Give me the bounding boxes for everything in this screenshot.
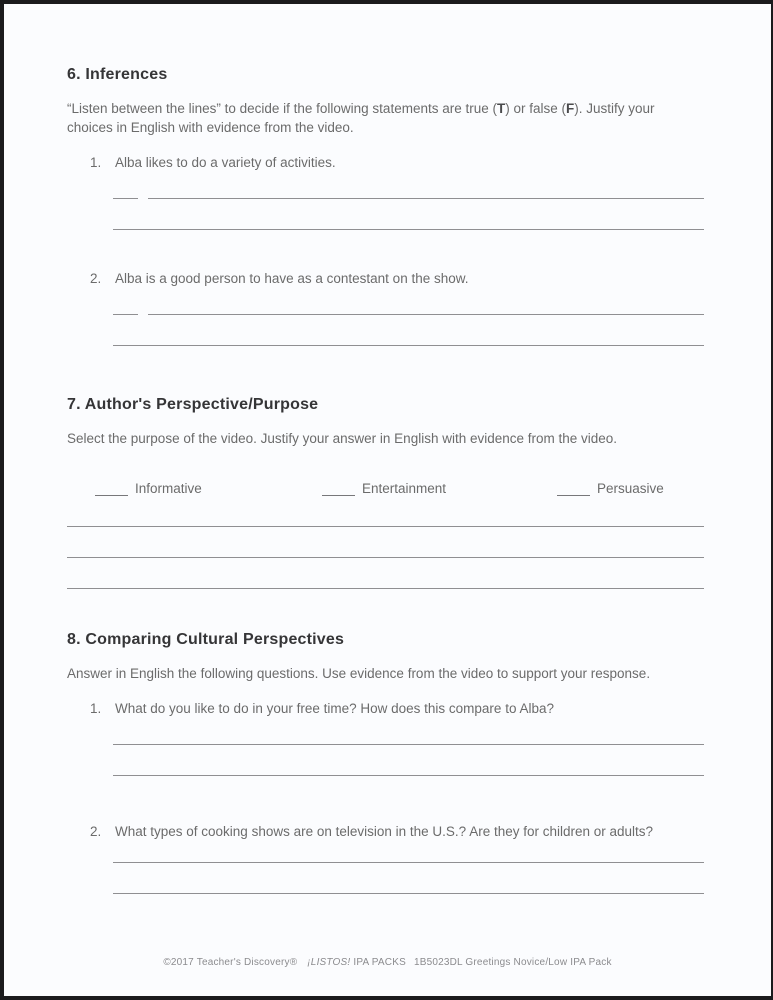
writing-line [113,229,704,230]
writing-line [67,557,704,558]
option-persuasive [557,481,664,496]
section-7-instructions: Select the purpose of the video. Justify your answer in English with evidence from the video. [67,431,618,446]
question-number: 2. [90,824,102,839]
culture-answer-block-1 [113,744,704,776]
section-7-heading: 7. Author's Perspective/Purpose [67,396,319,413]
question-text: What do you like to do in your free time? How does this compare to Alba? [115,701,554,716]
question-number: 1. [90,701,102,716]
writing-line [113,775,704,776]
tf-question-2 [67,270,704,287]
section-6-heading: 6. Inferences [67,66,168,83]
question-number: 1. [90,155,102,170]
true-abbrev: T [496,101,506,116]
brand-name: ¡LISTOS! [307,957,351,968]
false-abbrev: F [566,101,575,116]
question-number: 2. [90,271,102,286]
tf-question-1 [67,154,704,171]
culture-question-1 [67,700,704,717]
question-text: Alba likes to do a variety of activities. [115,155,336,170]
option-label: Persuasive [597,481,664,496]
answer-line-row [113,314,704,315]
tf-answer-block-2 [113,314,704,346]
writing-line [67,526,704,527]
writing-line [113,744,704,745]
page-content [4,66,771,894]
writing-line [148,314,704,315]
copyright-text: ©2017 Teacher's Discovery® [163,957,298,968]
checkbox-blank [557,482,590,496]
purpose-options-row [67,481,704,496]
writing-line [113,345,704,346]
option-label: Informative [135,481,202,496]
instruction-text: ) or false ( [505,101,566,116]
instruction-text: “Listen between the lines” to decide if the following statements are true ( [67,101,497,116]
option-informative [95,481,322,496]
answer-line-row [113,198,704,199]
writing-line [67,588,704,589]
section-8-heading: 8. Comparing Cultural Perspectives [67,631,345,648]
writing-line [113,862,704,863]
option-entertainment [322,481,557,496]
section-6-instructions [67,99,704,137]
tf-answer-blank [113,314,138,315]
option-label: Entertainment [362,481,447,496]
section-8-instructions: Answer in English the following questions. Use evidence from the video to support your response. [67,666,651,681]
writing-line [113,893,704,894]
question-text: Alba is a good person to have as a contestant on the show. [115,271,469,286]
culture-answer-block-2 [113,862,704,894]
product-code: 1B5023DL Greetings Novice/Low IPA Pack [413,957,612,968]
tf-answer-blank [113,198,138,199]
page-footer [4,957,771,968]
checkbox-blank [95,482,128,496]
checkbox-blank [322,482,355,496]
tf-answer-block-1 [113,198,704,230]
culture-question-2 [67,823,704,840]
instruction-text: ). Justify your choices in English with evidence from the video. [67,101,655,135]
section-7-answer-lines [67,526,704,589]
writing-line [148,198,704,199]
brand-suffix: IPA PACKS [353,957,406,968]
question-text: What types of cooking shows are on television in the U.S.? Are they for children or adults? [115,824,654,839]
